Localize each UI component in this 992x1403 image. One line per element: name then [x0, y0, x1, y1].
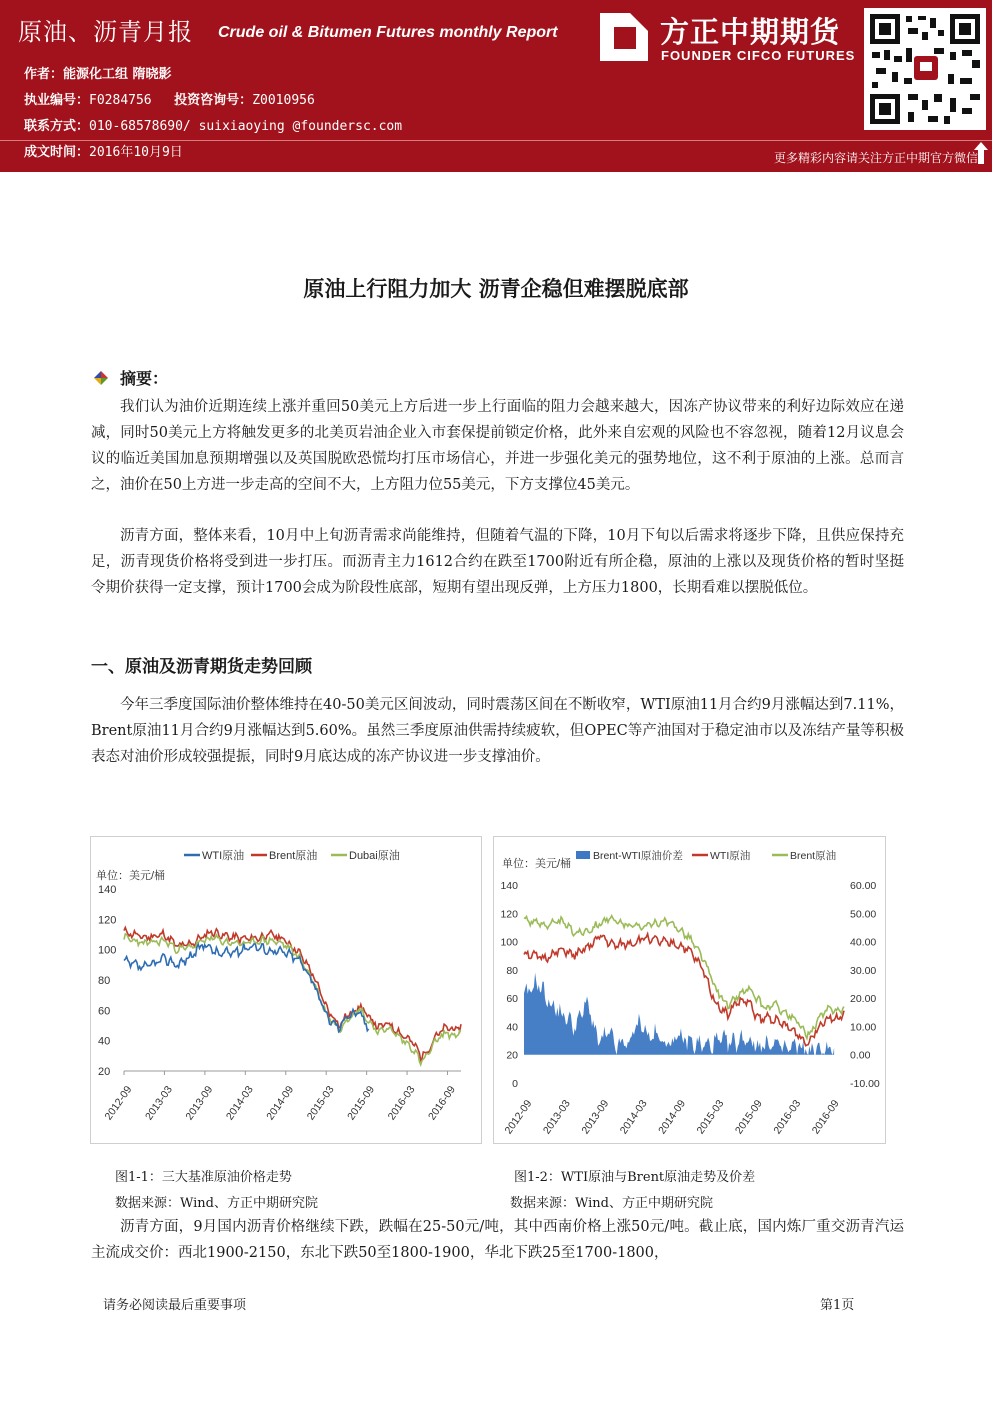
legend-label-0: WTI原油: [202, 850, 245, 862]
figure1-source: 数据来源：Wind、方正中期研究院: [115, 1196, 318, 1211]
arrow-up-icon: [974, 142, 988, 164]
legend-label-2: Brent原油: [790, 850, 837, 862]
figure2-source: 数据来源：Wind、方正中期研究院: [510, 1196, 713, 1211]
chart-benchmark-crude-prices: [90, 836, 482, 1144]
y-left-tick-label: 80: [506, 964, 518, 977]
chart1-svg: [91, 837, 481, 1143]
y-tick-label: 80: [98, 975, 111, 987]
y-tick-label: 140: [98, 884, 117, 896]
report-title-cn: 原油、沥青月报: [18, 18, 193, 46]
brand-name-cn: 方正中期期货: [660, 15, 841, 49]
y-axis-unit-label: 单位：美元/桶: [96, 870, 166, 882]
x-tick-label: 2013-09: [579, 1097, 612, 1137]
document-title: 原油上行阻力加大 沥青企稳但难摆脱底部: [303, 277, 689, 301]
y-tick-label: 60: [98, 1005, 111, 1018]
x-tick-label: 2015-03: [304, 1083, 337, 1123]
legend-label-0: Brent-WTI原油价差: [593, 850, 683, 862]
x-tick-label: 2012-09: [102, 1083, 135, 1123]
report-header: [0, 0, 992, 172]
summary-paragraph-crude: 我们认为油价近期连续上涨并重回50美元上方后进一步上行面临的阻力会越来越大，因冻产协议带来的利好边际效应在递减，同时50美元上方将触发更多的北美页岩油企业入市套保提前锁定价格，此外来自宏观的风险也不容忽视，随着12月议息会议的临近美国加息预期增强以及英国脱欧恐慌均打压市场信心，并进一步强化美元的强势地位，这不利于原油的上涨。总而言之，油价在50上方进一步走高的空间不大，上方阻力位55美元，下方支撑位45美元。: [91, 399, 904, 493]
brand-name-en: FOUNDER CIFCO FUTURES: [661, 48, 856, 63]
y-left-tick-label: 140: [500, 880, 518, 892]
license-line: 执业编号：F0284756 投资咨询号：Z0010956: [24, 93, 315, 108]
y-right-tick-label: 0.00: [850, 1049, 871, 1062]
y-right-tick-label: 30.00: [850, 964, 877, 977]
x-tick-label: 2016-09: [426, 1083, 458, 1123]
diamond-bullet-icon: [92, 369, 110, 387]
y-left-tick-label: 20: [506, 1049, 518, 1062]
legend-swatch-0: [576, 851, 590, 859]
y-right-tick-label: 60.00: [850, 880, 877, 892]
section-paragraph-crude: 今年三季度国际油价整体维持在40-50美元区间波动，同时震荡区间在不断收窄，WTI原油11月合约9月涨幅达到7.11%，Brent原油11月合约9月涨幅达到5.60%。虽然三季度原油供需持续疲软，但OPEC等产油国对于稳定油市以及冻结产量等积极表态对油价形成较强提振，同时9月底达成的冻产协议进一步支撑油价。: [91, 697, 904, 765]
qr-code-icon[interactable]: [864, 8, 986, 130]
x-tick-label: 2015-09: [345, 1083, 378, 1123]
consult-value: Z0010956: [252, 93, 315, 108]
contact-line: 联系方式：010-68578690/ suixiaoying @foundersc.com: [24, 119, 403, 134]
page-number: 第1页: [820, 1298, 855, 1313]
x-tick-label: 2013-03: [142, 1083, 175, 1123]
y-left-tick-label: 40: [506, 1021, 518, 1034]
y-left-tick-label: 60: [506, 993, 518, 1006]
y-tick-label: 40: [98, 1035, 111, 1048]
y-left-tick-label: 100: [500, 936, 518, 949]
y-right-tick-label: 10.00: [850, 1021, 877, 1034]
y-axis-unit-label: 单位：美元/桶: [502, 858, 572, 870]
x-tick-label: 2014-09: [264, 1083, 297, 1123]
y-right-tick-label: 40.00: [850, 936, 877, 949]
contact-value[interactable]: 010-68578690/ suixiaoying @foundersc.com: [89, 119, 403, 134]
x-tick-label: 2014-03: [617, 1097, 650, 1137]
section-paragraph-bitumen: 沥青方面，9月国内沥青价格继续下跌，跌幅在25-50元/吨，其中西南价格上涨50元/吨。截止底，国内炼厂重交沥青汽运主流成交价：西北1900-2150，东北下跌50至1800-1900，华北下跌25至1700-1800，: [91, 1219, 904, 1261]
legend-label-1: WTI原油: [710, 850, 751, 862]
x-tick-label: 2014-09: [656, 1097, 689, 1137]
figure2-caption: 图1-2：WTI原油与Brent原油走势及价差: [514, 1170, 756, 1185]
license-value: F0284756: [89, 93, 152, 108]
x-tick-label: 2014-03: [223, 1083, 256, 1123]
x-tick-label: 2016-03: [771, 1097, 804, 1137]
series-wti-line: [124, 944, 369, 1032]
figure1-caption: 图1-1：三大基准原油价格走势: [115, 1170, 292, 1185]
y-left-tick-label: 0: [512, 1078, 518, 1090]
x-tick-label: 2013-09: [183, 1083, 216, 1123]
footer-disclaimer-link[interactable]: 请务必阅读最后重要事项: [103, 1298, 247, 1313]
x-tick-label: 2013-03: [540, 1097, 573, 1137]
y-left-tick-label: 120: [500, 908, 518, 921]
date-line: 成文时间：2016年10月9日: [24, 145, 183, 160]
y-tick-label: 20: [98, 1066, 111, 1078]
author-line: 作者：能源化工组 隋晓影: [24, 67, 172, 82]
report-title-en: Crude oil & Bitumen Futures monthly Report: [218, 24, 558, 41]
summary-paragraph-bitumen: 沥青方面，整体来看，10月中上旬沥青需求尚能维持，但随着气温的下降，10月下旬以后需求将逐步下降，且供应保持充足，沥青现货价格将受到进一步打压。而沥青主力1612合约在跌至1700附近有所企稳，原油的上涨以及现货价格的暂时坚挺令期价获得一定支撑，预计1700会成为阶段性底部，短期有望出现反弹，上方压力1800，长期看难以摆脱低位。: [91, 528, 904, 596]
x-tick-label: 2015-03: [694, 1097, 727, 1137]
y-right-tick-label: 50.00: [850, 908, 877, 921]
wechat-note: 更多精彩内容请关注方正中期官方微信: [773, 151, 978, 165]
date-value: 2016年10月9日: [89, 145, 183, 160]
brand-logo-icon: [600, 13, 648, 61]
y-right-tick-label: -10.00: [850, 1078, 880, 1090]
y-right-tick-label: 20.00: [850, 993, 877, 1006]
summary-heading: 摘要：: [92, 366, 168, 389]
author-value: 能源化工组 隋晓影: [63, 67, 172, 82]
section-heading: 一、原油及沥青期货走势回顾: [91, 657, 312, 677]
legend-label-1: Brent原油: [269, 850, 318, 862]
x-tick-label: 2015-09: [732, 1097, 765, 1137]
chart2-svg: [494, 837, 885, 1143]
y-tick-label: 100: [98, 944, 117, 957]
x-tick-label: 2012-09: [502, 1097, 535, 1137]
series-brent-line: [524, 916, 844, 1039]
x-tick-label: 2016-09: [809, 1097, 842, 1137]
legend-label-2: Dubai原油: [349, 850, 400, 862]
y-tick-label: 120: [98, 914, 117, 927]
x-tick-label: 2016-03: [385, 1083, 418, 1123]
chart-wti-brent-spread: [493, 836, 886, 1144]
